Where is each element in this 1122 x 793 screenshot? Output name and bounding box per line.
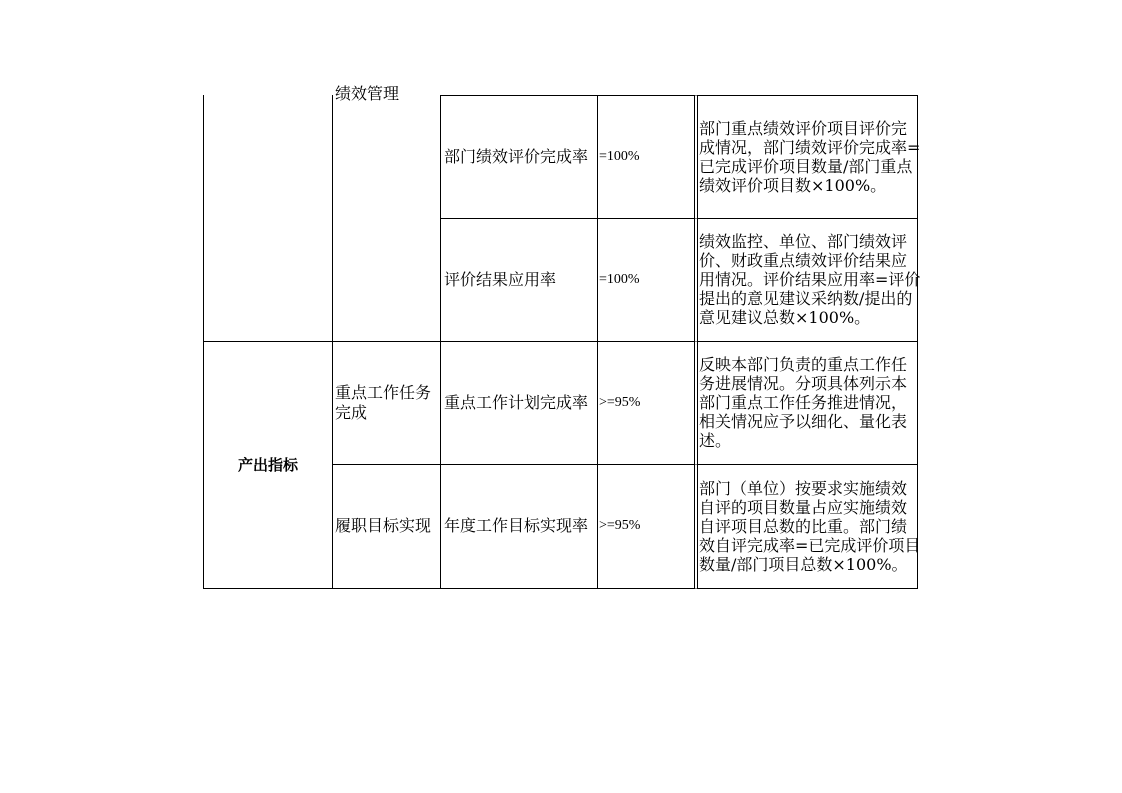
level2-label-line: 重点工作任务 (335, 382, 432, 402)
level1-cell-continued (203, 95, 333, 342)
description-line: 意见建议总数×100%。 (699, 308, 871, 327)
description-line: 价、财政重点绩效评价结果应 (699, 251, 908, 270)
level2-cell-key-tasks (332, 341, 441, 465)
indicator-cell (440, 95, 598, 219)
indicator-cell (440, 464, 598, 589)
description-cell (694, 464, 921, 589)
target-value: >=95% (599, 518, 641, 533)
description-line: 部门（单位）按要求实施绩效 (699, 478, 908, 498)
indicator-label: 评价结果应用率 (444, 269, 557, 289)
description-line: 成情况，部门绩效评价完成率= (699, 138, 921, 157)
target-cell (597, 464, 695, 589)
description-line: 绩效监控、单位、部门绩效评 (699, 232, 908, 251)
level2-label: 绩效管理 (335, 84, 400, 103)
description-line: 述。 (699, 431, 732, 450)
description-line: 数量/部门项目总数×100%。 (699, 554, 908, 574)
indicator-label: 年度工作目标实现率 (444, 516, 589, 535)
level1-cell-output (203, 341, 333, 589)
target-value: =100% (599, 271, 640, 287)
target-cell (597, 341, 695, 465)
target-value: >=95% (599, 394, 641, 410)
description-line: 绩效评价项目数×100%。 (699, 176, 887, 195)
indicator-label: 重点工作计划完成率 (444, 392, 589, 412)
description-line: 务进展情况。分项具体列示本 (699, 374, 908, 393)
indicator-label: 部门绩效评价完成率 (444, 147, 589, 166)
description-line: 相关情况应予以细化、量化表 (699, 412, 908, 431)
description-line: 自评项目总数的比重。部门绩 (699, 516, 908, 536)
target-cell (597, 218, 695, 342)
level2-cell-performance-mgmt (332, 84, 441, 342)
level2-label: 履职目标实现 (335, 516, 432, 535)
description-line: 自评的项目数量占应实施绩效 (699, 497, 908, 517)
indicator-cell (440, 218, 598, 342)
target-cell (597, 95, 695, 219)
description-line: 提出的意见建议采纳数/提出的 (699, 289, 913, 308)
description-line: 已完成评价项目数量/部门重点 (699, 157, 913, 176)
description-line: 用情况。评价结果应用率=评价 (699, 270, 921, 289)
level2-cell-duty-goals (332, 464, 441, 589)
target-value: =100% (599, 149, 640, 164)
indicator-cell (440, 341, 598, 465)
description-cell (694, 341, 918, 465)
level2-label-line: 完成 (335, 402, 368, 422)
description-cell (694, 218, 921, 342)
description-line: 反映本部门负责的重点工作任 (699, 355, 908, 374)
description-line: 效自评完成率=已完成评价项目 (699, 535, 921, 555)
level1-label: 产出指标 (237, 455, 298, 474)
description-cell (694, 95, 921, 219)
description-line: 部门重点工作任务推进情况， (699, 393, 908, 412)
description-line: 部门重点绩效评价项目评价完 (699, 119, 908, 138)
